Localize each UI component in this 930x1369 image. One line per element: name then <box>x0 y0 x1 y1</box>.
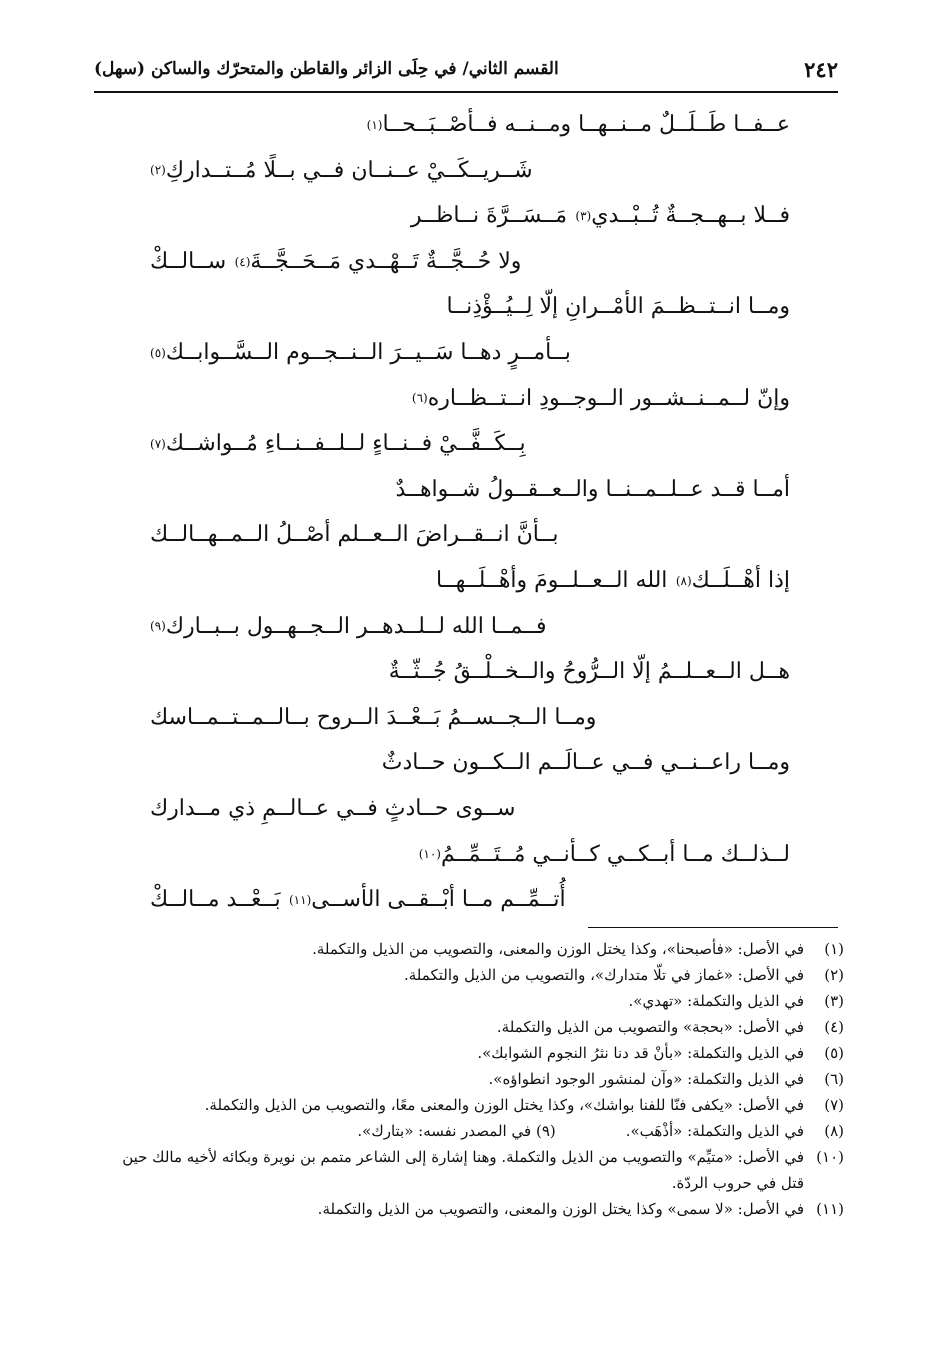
hemistich: مَــسَــرَّةَ نــاظــر <box>410 203 567 229</box>
hemistich: ومــا راعــنــي فــي عــالَــم الــكــون حــادثٌ <box>381 750 790 776</box>
footnote <box>110 988 844 1014</box>
verse-line <box>150 512 790 558</box>
verse-line: بِــكَــفَّــيْ فــنــاءٍ لــلــفــنــاءِ مُــواشــك (٧) <box>150 421 790 467</box>
footnote-text: في الذيل والتكملة: «تهدي». <box>628 992 804 1010</box>
verse-line: بــأمــرٍ دهــا سَــيــرَ الــنــجــوم الــسَّــوابــك (٥) <box>150 330 790 376</box>
page-header <box>94 52 838 86</box>
footnote-number: (٤) <box>824 1018 844 1036</box>
footnote <box>110 1118 844 1144</box>
footnote-text: في الأصل: «يكفى فنّا للفنا بواشك»، وكذا يختل الوزن والمعنى معًا، والتصويب من الذيل والتكملة. <box>204 1096 804 1114</box>
verse-line: لــذلــك مــا أبــكــي كــأنــي مُــتَــمِّــمُ (١٠) <box>150 832 790 878</box>
verse-line <box>150 695 790 741</box>
footnote-number: (١) <box>824 940 844 958</box>
hemistich: شَــريــكَــيْ عــنــان فــي بــلًا مُــتــداركِ <box>165 157 533 183</box>
footnote <box>110 1196 844 1222</box>
footnote <box>110 1014 844 1040</box>
footnote-number: (٣) <box>824 992 844 1010</box>
poem <box>150 102 790 923</box>
footnotes <box>110 936 844 1222</box>
hemistich: وإنّ لــمــنــشــور الــوجــودِ انــتــظــاره <box>427 385 790 411</box>
hemistich: بَــعْــد مــالــكْ <box>150 887 281 913</box>
hemistich: إذا أهْــلَــك <box>691 567 790 593</box>
footnote-number: (٥) <box>824 1044 844 1062</box>
verse-line <box>150 467 790 513</box>
footnote <box>110 936 844 962</box>
verse-line: إذا أهْــلَــك (٨) الله الــعــلــومَ وأهْــلَــهــا <box>150 558 790 604</box>
hemistich: فــمــا الله لــلــدهــر الــجــهــول بــبــارك <box>165 613 547 639</box>
footnote-text: في الأصل: «لا سمى» وكذا يختل الوزن والمعنى، والتصويب من الذيل والتكملة. <box>317 1200 804 1218</box>
footnote-number: (٨) <box>824 1122 844 1140</box>
footnote-text: في الأصل: «بحجة» والتصويب من الذيل والتكملة. <box>496 1018 804 1036</box>
hemistich: ولا حُــجَّــةٌ تَــهْــدي مَــحَــجَّــةَ <box>250 248 522 274</box>
verse-line <box>150 284 790 330</box>
footnote-text: في الذيل والتكملة: «وآن لمنشور الوجود انطواؤه». <box>488 1070 804 1088</box>
page-number: ٢٤٢ <box>804 56 838 82</box>
verse-line: ولا حُــجَّــةٌ تَــهْــدي مَــحَــجَّــةَ (٤) ســالــكْ <box>150 239 790 285</box>
hemistich: ومــا انــتــظــمَ الأمْــرانِ إلّا لِــيُــؤْذِنــا <box>446 294 790 320</box>
footnote <box>110 1092 844 1118</box>
footnote <box>110 962 844 988</box>
verse-line: عــفــا طَــلَــلٌ مــنــهــا ومــنــه فــأصْــبَــحــا (١) <box>150 102 790 148</box>
hemistich: أمــا قــد عــلــمــنــا والــعــقــولُ شــواهــدٌ <box>395 476 790 502</box>
footnote <box>110 1066 844 1092</box>
verse-line: أُتــمِّــم مــا أبْــقــى الأســى (١١) بَــعْــد مــالــكْ <box>150 877 790 923</box>
running-title: القسم الثاني/ في حِلَى الزائر والقاطن والمتحرّك والساكن (سهل) <box>94 59 559 79</box>
footnote-number: (٦) <box>824 1070 844 1088</box>
hemistich: ســالــكْ <box>150 248 227 274</box>
hemistich: لــذلــك مــا أبــكــي كــأنــي مُــتَــمِّــمُ <box>440 841 790 867</box>
hemistich: الله الــعــلــومَ وأهْــلَــهــا <box>436 567 668 593</box>
hemistich: عــفــا طَــلَــلٌ مــنــهــا ومــنــه فــأصْــبَــحــا <box>382 112 790 137</box>
footnote-text: في الذيل والتكملة: «أذْهَب». <box>625 1122 804 1140</box>
hemistich: ومــا الــجــســمُ بَــعْــدَ الــروح بــالــمــتــمــاسك <box>150 704 597 730</box>
footnote <box>110 1040 844 1066</box>
hemistich: بــأنَّ انــقــراضَ الــعــلم أصْــلُ الــمــهــالــك <box>150 522 559 548</box>
footnote-text: في الذيل والتكملة: «بأنْ قد دنا نثرُ النجوم الشوابك». <box>477 1044 804 1062</box>
verse-line: وإنّ لــمــنــشــور الــوجــودِ انــتــظــاره (٦) <box>150 376 790 422</box>
verse-line <box>150 740 790 786</box>
hemistich: هــل الــعــلــمُ إلّا الــرُّوحُ والــخــلْــقُ جُــثّــةٌ <box>388 659 790 685</box>
verse-line: فــمــا الله لــلــدهــر الــجــهــول بــبــارك (٩) <box>150 604 790 650</box>
verse-line: شَــريــكَــيْ عــنــان فــي بــلًا مُــتــداركِ (٢) <box>150 148 790 194</box>
footnote <box>110 1144 844 1196</box>
verse-line <box>150 786 790 832</box>
footnote-pair <box>110 1118 804 1144</box>
footnote-rule <box>588 927 838 928</box>
verse-line <box>150 649 790 695</box>
hemistich: فــلا بــهــجــةٌ تُــبْــدي <box>591 203 790 229</box>
footnote-number: (١١) <box>816 1200 844 1218</box>
hemistich: بِــكَــفَّــيْ فــنــاءٍ لــلــفــنــاءِ مُــواشــك <box>165 431 526 457</box>
footnote-number: (٧) <box>824 1096 844 1114</box>
footnote-number: (٩) <box>535 1122 556 1140</box>
footnote-number: (٢) <box>824 966 844 984</box>
hemistich: أُتــمِّــم مــا أبْــقــى الأســى <box>311 887 566 913</box>
hemistich: بــأمــرٍ دهــا سَــيــرَ الــنــجــوم الــسَّــوابــك <box>165 339 571 365</box>
footnote-number: (١٠) <box>816 1148 844 1166</box>
footnote-text: في المصدر نفسه: «بتارك». <box>357 1122 532 1140</box>
hemistich: ســوى حــادثٍ فــي عــالــمِ ذي مــدارك <box>150 795 516 821</box>
header-rule <box>94 91 838 93</box>
footnote-text: في الأصل: «متيِّم» والتصويب من الذيل والتكملة. وهنا إشارة إلى الشاعر متمم بن نويرة وبكائه لأخيه مالك حين قتل في حروب الردّة. <box>122 1148 804 1192</box>
footnote-text: في الأصل: «فأصبحنا»، وكذا يختل الوزن والمعنى، والتصويب من الذيل والتكملة. <box>312 940 804 958</box>
verse-line: فــلا بــهــجــةٌ تُــبْــدي (٣) مَــسَــرَّةَ نــاظــر <box>150 193 790 239</box>
footnote-text: في الأصل: «غماز في تلّا متدارك»، والتصويب من الذيل والتكملة. <box>404 966 804 984</box>
